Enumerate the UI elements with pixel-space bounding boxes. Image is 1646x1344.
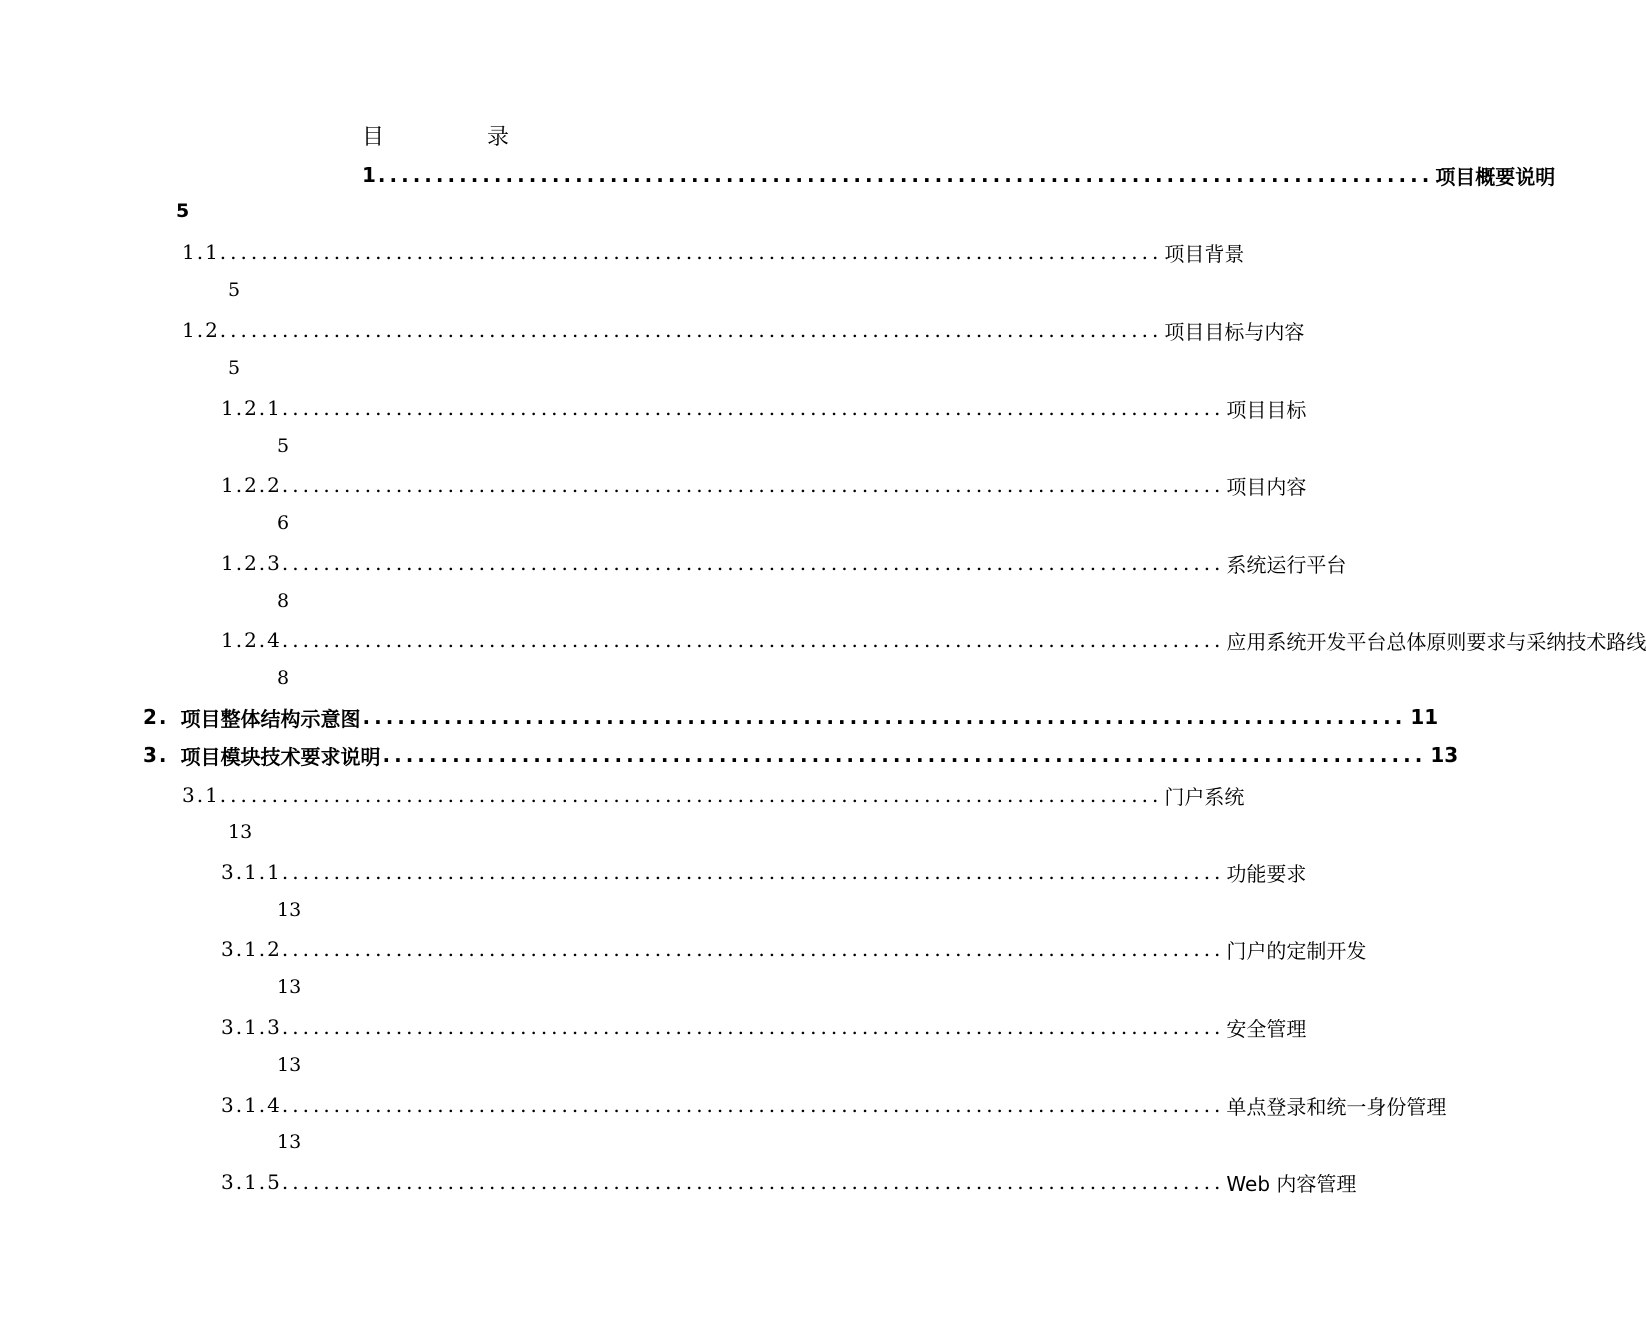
toc-entry-3-1-5[interactable]: 3.1.5. .......................................................................................... Web 内容管理 bbox=[221, 1170, 1357, 1196]
toc-page-3-1-2: 13 bbox=[277, 976, 302, 998]
toc-page-1-2-3: 8 bbox=[277, 590, 290, 612]
toc-entry-1[interactable]: 1. .......................................................................................... 项目概要说明 bbox=[362, 163, 1556, 189]
toc-title: 目 录 bbox=[362, 125, 557, 150]
toc-entry-3-1-4[interactable]: 3.1.4. .......................................................................................... 单点登录和统一身份管理 bbox=[221, 1093, 1447, 1119]
toc-entry-2[interactable]: 2. 项目整体结构示意图 .......................................................................................... 11 bbox=[143, 705, 1439, 731]
toc-page-3-1-4: 13 bbox=[277, 1131, 302, 1153]
toc-entry-3-1-1[interactable]: 3.1.1. .......................................................................................... 功能要求 bbox=[221, 860, 1307, 886]
toc-entry-1-2-4[interactable]: 1.2.4. .......................................................................................... 应用系统开发平台总体原则要求与采纳技术路线 bbox=[221, 628, 1646, 654]
toc-entry-3-1-3[interactable]: 3.1.3. .......................................................................................... 安全管理 bbox=[221, 1015, 1307, 1041]
toc-entry-1-2-3[interactable]: 1.2.3. .......................................................................................... 系统运行平台 bbox=[221, 551, 1347, 577]
toc-entry-1-2[interactable]: 1.2. .......................................................................................... 项目目标与内容 bbox=[182, 318, 1305, 344]
toc-entry-3-1[interactable]: 3.1. .......................................................................................... 门户系统 bbox=[182, 783, 1245, 809]
toc-entry-1-2-2[interactable]: 1.2.2. .......................................................................................... 项目内容 bbox=[221, 473, 1307, 499]
toc-page-3-1: 13 bbox=[228, 821, 253, 843]
toc-page-3-1-3: 13 bbox=[277, 1054, 302, 1076]
toc-page-1-2-1: 5 bbox=[277, 435, 290, 457]
toc-entry-3-1-2[interactable]: 3.1.2. .......................................................................................... 门户的定制开发 bbox=[221, 937, 1367, 963]
toc-page-3-1-1: 13 bbox=[277, 899, 302, 921]
toc-page-1: 5 bbox=[176, 200, 190, 222]
toc-entry-1-2-1[interactable]: 1.2.1. .......................................................................................... 项目目标 bbox=[221, 396, 1307, 422]
toc-entry-1-1[interactable]: 1.1. .......................................................................................... 项目背景 bbox=[182, 240, 1245, 266]
toc-page-1-2-4: 8 bbox=[277, 667, 290, 689]
toc-page-1-1: 5 bbox=[228, 279, 241, 301]
toc-page-1-2-2: 6 bbox=[277, 512, 290, 534]
toc-entry-3[interactable]: 3. 项目模块技术要求说明 .......................................................................................... 13 bbox=[143, 743, 1459, 769]
toc-page-1-2: 5 bbox=[228, 357, 241, 379]
